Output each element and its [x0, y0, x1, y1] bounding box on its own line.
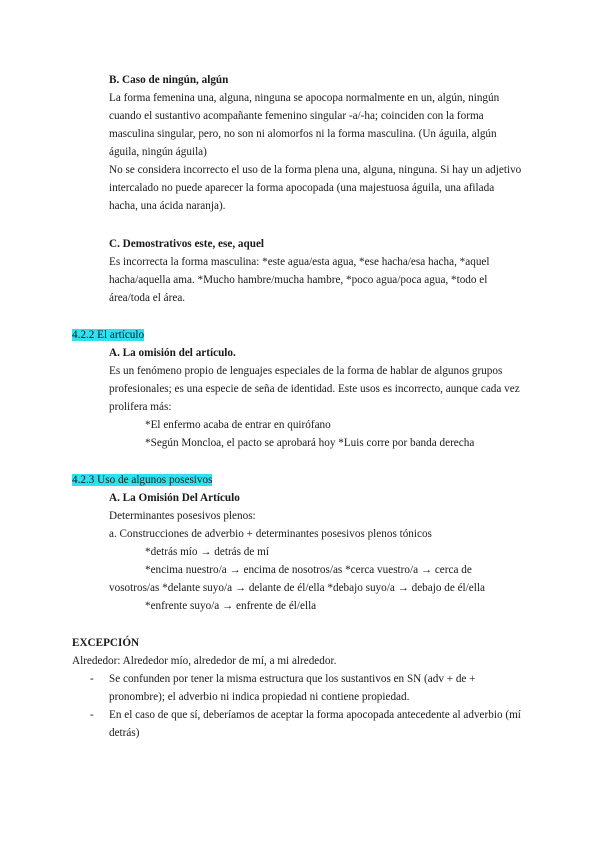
- section-c-line: Es incorrecta la forma masculina: *este agua/esta agua, *ese hacha/esa hacha, *aquel: [109, 256, 490, 268]
- bullet-line: En el caso de que sí, deberíamos de aceptar la forma apocopada antecedente al adverbio (mí: [109, 709, 521, 721]
- section-b-line: intercalado no puede aparecer la forma apocopada (una majestuosa águila, una afilada: [109, 182, 495, 194]
- section-b-line: hacha, una ácida naranja).: [109, 200, 226, 212]
- section-4-2-2-line: prolifera más:: [109, 401, 172, 413]
- section-b-line: La forma femenina una, alguna, ninguna se apocopa normalmente en un, algún, ningún: [109, 92, 500, 104]
- bullet-marker: -: [90, 673, 94, 685]
- section-c-line: área/toda el área.: [109, 292, 186, 304]
- section-4-2-2-subheading: A. La omisión del artículo.: [109, 347, 236, 359]
- section-4-2-3-line: Determinantes posesivos plenos:: [109, 510, 256, 522]
- example-line: *encima nuestro/a → encima de nosotros/as *cerca vuestro/a → cerca de: [145, 564, 472, 576]
- section-b-line: No se considera incorrecto el uso de la forma plena una, alguna, ninguna. Si hay un adjetivo: [109, 164, 522, 176]
- bullet-marker: -: [90, 709, 94, 721]
- example-line: *enfrente suyo/a → enfrente de él/ella: [145, 600, 317, 612]
- bullet-line: Se confunden por tener la misma estructura que los sustantivos en SN (adv + de +: [109, 673, 476, 685]
- bullet-line: detrás): [109, 727, 140, 739]
- section-c-line: hacha/aquella ama. *Mucho hambre/mucha hambre, *poco agua/poca agua, *todo el: [109, 274, 488, 286]
- section-b-line: cuando el sustantivo acompañante femenino singular -a/-ha; coinciden con la forma: [109, 110, 484, 122]
- example-line: *El enfermo acaba de entrar en quirófano: [145, 419, 331, 431]
- highlighted-title: 4.2.2 El artículo: [72, 329, 145, 341]
- section-4-2-2-line: profesionales; es una especie de seña de identidad. Este usos es incorrecto, aunque cada vez: [109, 383, 520, 395]
- section-c-heading: C. Demostrativos este, ese, aquel: [109, 238, 265, 250]
- section-b-line: masculina singular, pero, no son ni alomorfos ni la forma masculina. (Un águila, algún: [109, 128, 497, 140]
- example-line: *detrás mío → detrás de mí: [145, 546, 269, 558]
- section-4-2-2-title: [72, 326, 144, 344]
- section-4-2-2-line: Es un fenómeno propio de lenguajes especiales de la forma de hablar de algunos grupos: [109, 365, 503, 377]
- bullet-line: pronombre); el adverbio ni indica propiedad ni contiene propiedad.: [109, 691, 410, 703]
- section-b-line: águila, ningún águila): [109, 146, 207, 158]
- section-4-2-3-title: [72, 471, 212, 489]
- exception-line: Alrededor: Alrededor mío, alrededor de mí, a mi alrededor.: [72, 655, 337, 667]
- highlighted-title: 4.2.3 Uso de algunos posesivos: [72, 474, 213, 486]
- section-4-2-3-line: a. Construcciones de adverbio + determinantes posesivos plenos tónicos: [109, 528, 432, 540]
- section-4-2-3-subheading: A. La Omisión Del Artículo: [109, 492, 240, 504]
- exception-heading: EXCEPCIÓN: [72, 637, 140, 649]
- section-b-heading: B. Caso de ningún, algún: [109, 74, 229, 86]
- example-line: *Según Moncloa, el pacto se aprobará hoy *Luis corre por banda derecha: [145, 437, 475, 449]
- example-line: vosotros/as *delante suyo/a → delante de él/ella *debajo suyo/a → debajo de él/ella: [109, 582, 485, 594]
